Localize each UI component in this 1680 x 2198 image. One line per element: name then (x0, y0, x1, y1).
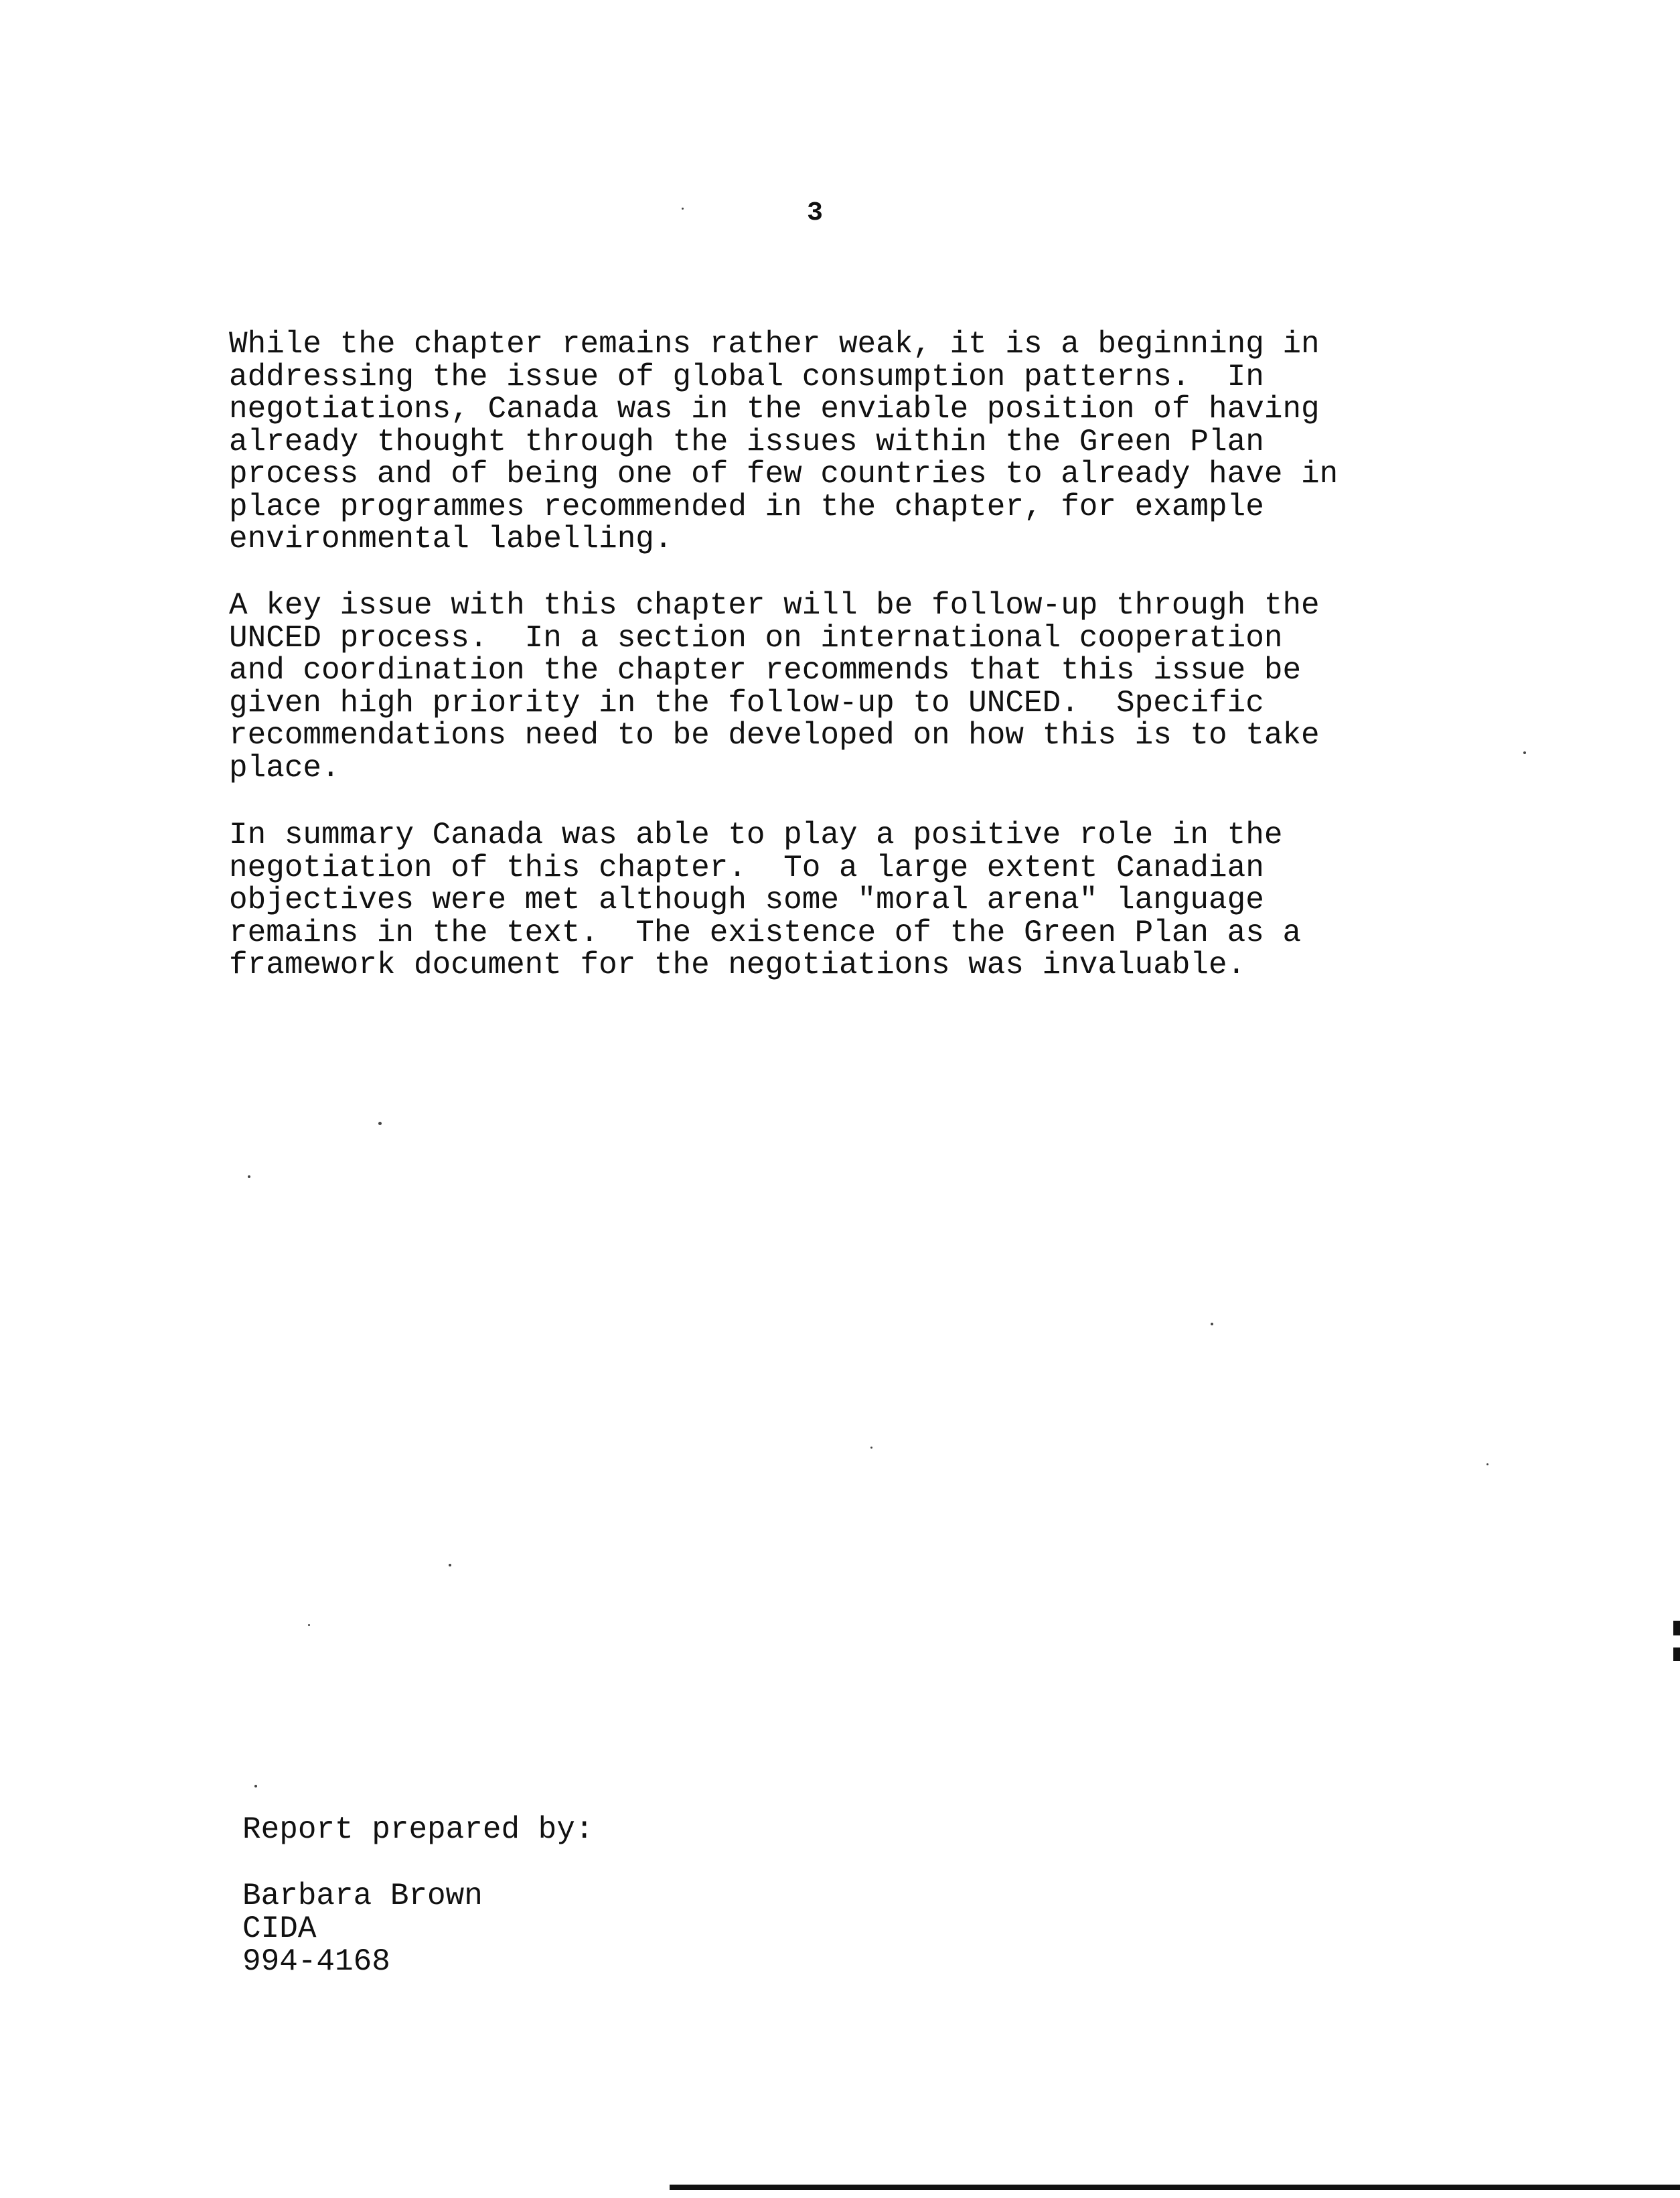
paragraph-line: recommendations need to be developed on how this is to take (229, 718, 1320, 753)
scan-speck (1523, 751, 1526, 754)
bottom-scan-edge (670, 2185, 1680, 2190)
scan-speck (870, 1447, 872, 1449)
paragraph-1 (229, 328, 1448, 556)
paragraph-line: place. (229, 750, 340, 786)
scan-edge-mark (1673, 1621, 1680, 1635)
signature-name: Barbara Brown (242, 1879, 483, 1913)
paragraph-line: and coordination the chapter recommends that this issue be (229, 653, 1302, 688)
paragraph-line: A key issue with this chapter will be follow-up through the (229, 588, 1320, 623)
scan-speck (682, 208, 684, 210)
paragraph-3 (229, 819, 1448, 982)
paragraph-line: place programmes recommended in the chapter, for example (229, 489, 1264, 524)
paragraph-line: In summary Canada was able to play a positive role in the (229, 818, 1283, 853)
paragraph-2 (229, 589, 1448, 784)
paragraph-line: already thought through the issues within the Green Plan (229, 424, 1264, 459)
page-number: 3 (807, 198, 824, 228)
paragraph-line: addressing the issue of global consumption patterns. In (229, 359, 1264, 394)
paragraph-line: objectives were met although some "moral arena" language (229, 883, 1264, 918)
paragraph-line: given high priority in the follow-up to UNCED. Specific (229, 685, 1264, 721)
signature-organization: CIDA (242, 1911, 317, 1946)
scan-speck (449, 1564, 451, 1566)
scan-edge-mark (1673, 1647, 1680, 1661)
paragraph-line: framework document for the negotiations was invaluable. (229, 948, 1246, 982)
scan-speck (308, 1624, 310, 1626)
paragraph-line: remains in the text. The existence of the Green Plan as a (229, 915, 1302, 950)
scan-speck (1486, 1463, 1488, 1465)
scan-speck (248, 1175, 250, 1178)
scan-speck (378, 1122, 382, 1125)
paragraph-line: negotiations, Canada was in the enviable position of having (229, 392, 1320, 427)
paragraph-line: process and of being one of few countries to already have in (229, 457, 1339, 492)
paragraph-line: UNCED process. In a section on international cooperation (229, 620, 1283, 656)
scan-speck (1211, 1323, 1213, 1325)
paragraph-line: negotiation of this chapter. To a large extent Canadian (229, 850, 1264, 885)
scan-speck (254, 1785, 257, 1787)
signature-block (242, 1880, 483, 1978)
signature-heading: Report prepared by: (242, 1812, 594, 1847)
paragraph-line: While the chapter remains rather weak, it is a beginning in (229, 327, 1320, 362)
paragraph-line: environmental labelling. (229, 522, 673, 557)
signature-phone: 994-4168 (242, 1944, 390, 1979)
